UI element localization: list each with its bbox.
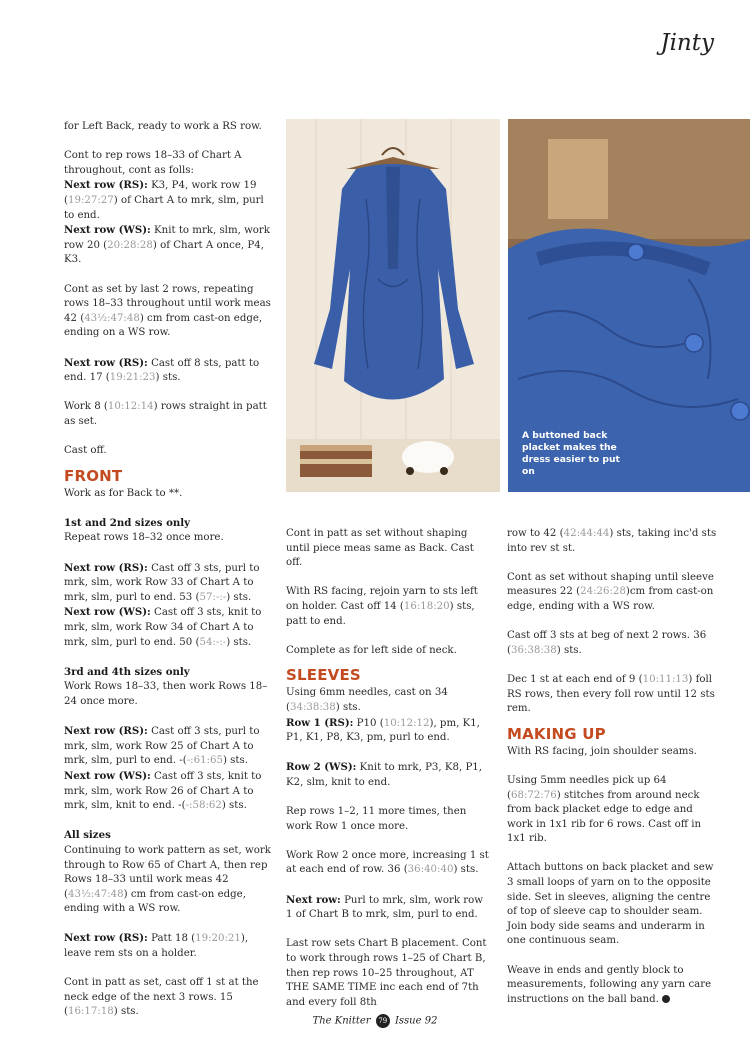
paragraph: With RS facing, rejoin yarn to sts left on holder. Cast off 14 (16:18:20) sts, patt to end. [286,586,478,627]
paragraph: Next row (RS): Patt 18 (19:20:21), leave rem sts on a holder. [64,932,249,960]
paragraph: Dec 1 st at each end of 9 (10:11:13) foll RS rows, then every foll row until 12 sts rem. [507,673,715,715]
paragraph: Next row (RS): Cast off 3 sts, purl to mrk, slm, work Row 25 of Chart A to mrk, slm, purl to end. -(-:61:65) sts. Next row (WS): Cast off 3 sts, knit to mrk, slm, work Row 26 of Chart A to mrk, slm, knit to end. -(-:58:62) sts. [64,725,262,812]
dress-illustration [286,119,500,492]
paragraph: Using 6mm needles, cast on 34 (34:38:38) sts. Row 1 (RS): P10 (10:12:12), pm, K1, P1, K1, P8, K3, pm, purl to end. [286,687,480,744]
button-icon [628,244,644,260]
end-mark-icon [662,995,670,1003]
button-icon [685,334,703,352]
paragraph: Next row (RS): Cast off 8 sts, patt to end. 17 (19:21:23) sts. [64,356,260,384]
paragraph: Cont in patt as set, cast off 1 st at the neck edge of the next 3 rows. 15 (16:17:18) sts. [64,977,259,1018]
issue-number: Issue 92 [394,1015,438,1027]
paragraph: row to 42 (42:44:44) sts, taking inc'd sts into rev st st. [507,528,717,554]
paragraph: 1st and 2nd sizes only Repeat rows 18–32 once more. [64,516,224,544]
button-icon [731,402,749,420]
section-heading-front: FRONT [64,466,123,485]
paragraph: Cast off. [64,445,107,457]
paragraph: Next row (RS): Cast off 3 sts, purl to mrk, slm, work Row 33 of Chart A to mrk, slm, purl to end. 53 (57:-:-) sts. Next row (WS): Cast off 3 sts, knit to mrk, slm, work Row 34 of Chart A to mrk, slm, purl to end. 50 (54:-:-) sts. [64,561,262,648]
paragraph: Cast off 3 sts at beg of next 2 rows. 36 (36:38:38) sts. [507,630,707,656]
paragraph: Using 5mm needles pick up 64 (68:72:76) stitches from around neck from back placket edge to edge and work in 1x1 rib for 6 rows. Cast off in 1x1 rib. [507,774,702,845]
section-heading-sleeves: SLEEVES [286,666,361,685]
paragraph: Work as for Back to **. [64,487,183,499]
paragraph: Work Row 2 once more, increasing 1 st at each end of row. 36 (36:40:40) sts. [286,849,489,876]
text-column-1 [64,120,274,1035]
paragraph: Work 8 (10:12:14) rows straight in patt as set. [64,401,267,427]
photo-caption: A buttoned back placket makes the dress easier to put on [522,430,620,477]
page-footer [0,1014,750,1028]
paragraph: 3rd and 4th sizes only Work Rows 18–33, then work Rows 18–24 once more. [64,665,268,707]
page-title: Jinty [660,30,714,56]
paragraph: Last row sets Chart B placement. Cont to work through rows 1–25 of Chart B, then rep rows 10–25 throughout, AT THE SAME TIME inc each end of 7th and every foll 8th [286,938,487,1008]
text-column-3 [507,527,717,1022]
paragraph: Weave in ends and gently block to measurements, following any yarn care instructions on the ball band. [507,964,712,1005]
paragraph: for Left Back, ready to work a RS row. [64,121,262,132]
magazine-name: The Knitter [312,1015,371,1027]
paragraph: Rep rows 1–2, 11 more times, then work Row 1 once more. [286,806,467,832]
dress-photo [286,119,500,492]
paragraph: Cont as set by last 2 rows, repeating rows 18–33 throughout until work meas 42 (43½:47:48) cm from cast-on edge, ending on a WS row. [64,283,271,339]
section-heading-making-up: MAKING UP [507,724,606,743]
paragraph: All sizes Continuing to work pattern as set, work through to Row 65 of Chart A, then rep Rows 18–33 until work meas 42 (43½:47:48) cm from cast-on edge, ending with a WS row. [64,829,271,915]
paragraph: Row 2 (WS): Knit to mrk, P3, K8, P1, K2, slm, knit to end. [286,761,483,788]
placket-closeup-photo [508,119,750,492]
paragraph: Cont in patt as set without shaping until piece meas same as Back. Cast off. [286,528,474,569]
page-number: 79 [376,1014,390,1028]
paragraph: Cont as set without shaping until sleeve measures 22 (24:26:28)cm from cast-on edge, ending with a WS row. [507,571,714,612]
paragraph: Complete as for left side of neck. [286,644,457,656]
text-column-2 [286,527,492,1025]
paragraph: Attach buttons on back placket and sew 3 small loops of yarn on to the opposite side. Set in sleeves, aligning the centre of top of sleeve cap to shoulder seam. Join body side seams and underarm in one continuous seam. [507,862,714,947]
paragraph: Cont to rep rows 18–33 of Chart A throughout, cont as folls: Next row (RS): K3, P4, work row 19 (19:27:27) of Chart A to mrk, slm, purl to end. Next row (WS): Knit to mrk, slm, work row 20 (20:28:28) of Chart A once, P4, K3. [64,150,270,266]
paragraph: Next row: Purl to mrk, slm, work row 1 of Chart B to mrk, slm, purl to end. [286,893,483,921]
paragraph: With RS facing, join shoulder seams. [507,745,697,757]
